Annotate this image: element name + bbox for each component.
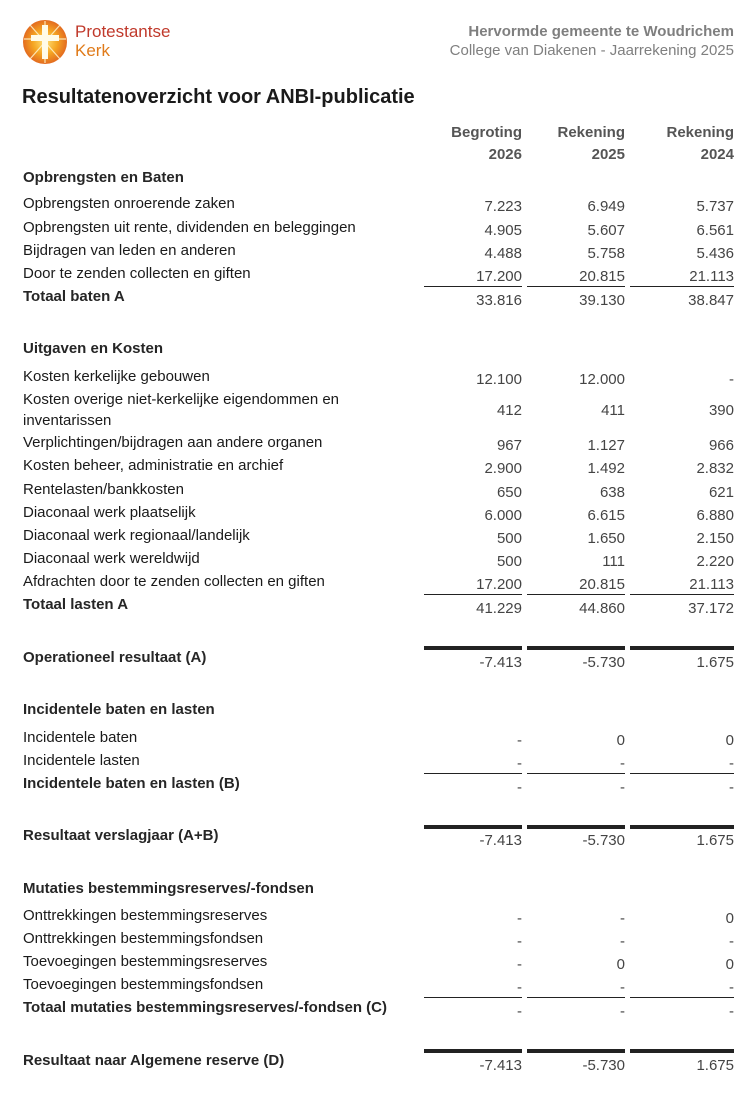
row-label: Resultaat naar Algemene reserve (D) [23,1052,285,1069]
row-label: Operationeel resultaat (A) [23,649,207,666]
subtotal-rule [424,286,522,287]
row-value-rekening-2025: 20.815 [579,576,625,593]
row-label: Toevoegingen bestemmingsreserves [23,953,268,970]
row-value-rekening-2025: -5.730 [582,1057,625,1074]
row-value-rekening-2024: 6.880 [696,507,734,524]
row-label: Toevoegingen bestemmingsfondsen [23,976,264,993]
row-label: Kosten kerkelijke gebouwen [23,368,210,385]
row-value-rekening-2025: 5.758 [587,245,625,262]
row-value-begroting-2026: 2.900 [484,460,522,477]
row-value-begroting-2026: - [517,933,522,950]
row-value-rekening-2024: 0 [725,732,734,749]
result-rule [630,825,734,829]
row-value-rekening-2025: 111 [602,553,625,570]
subtotal-rule [424,997,522,998]
row-label: Totaal baten A [23,288,125,305]
column-header-line1: Rekening [557,124,625,141]
row-label: Afdrachten door te zenden collecten en giften [23,573,325,590]
row-value-begroting-2026: 500 [496,530,522,547]
row-value-begroting-2026: 650 [496,484,522,501]
row-value-begroting-2026: 967 [496,437,522,454]
organization-name: Hervormde gemeente te Woudrichem [468,23,734,40]
row-value-rekening-2024: 2.220 [696,553,734,570]
row-value-rekening-2024: 37.172 [688,600,734,617]
row-value-rekening-2024: - [729,1003,734,1020]
row-value-rekening-2025: 44.860 [579,600,625,617]
row-value-rekening-2025: 6.949 [587,198,625,215]
column-header-line1: Begroting [451,124,522,141]
row-value-rekening-2024: 1.675 [696,832,734,849]
row-value-begroting-2026: - [517,732,522,749]
row-label: Mutaties bestemmingsreserves/-fondsen [23,880,314,897]
row-value-rekening-2024: 621 [708,484,734,501]
row-value-rekening-2024: 38.847 [688,292,734,309]
subtotal-rule [424,594,522,595]
row-value-rekening-2025: -5.730 [582,832,625,849]
row-value-begroting-2026: - [517,956,522,973]
row-value-rekening-2025: -5.730 [582,654,625,671]
row-value-rekening-2025: 638 [599,484,625,501]
row-label: Resultaat verslagjaar (A+B) [23,827,219,844]
row-value-rekening-2024: 21.113 [689,576,734,593]
row-label: Opbrengsten en Baten [23,169,184,186]
row-label: Opbrengsten uit rente, dividenden en beleggingen [23,219,356,236]
row-value-rekening-2024: 5.436 [696,245,734,262]
row-label: Uitgaven en Kosten [23,340,164,357]
row-value-rekening-2025: 0 [616,956,625,973]
row-value-begroting-2026: -7.413 [479,832,522,849]
row-value-rekening-2025: - [620,779,625,796]
result-rule [527,1049,625,1053]
row-value-begroting-2026: - [517,979,522,996]
result-rule [424,646,522,650]
row-label: Incidentele lasten [23,752,140,769]
row-value-rekening-2025: 6.615 [587,507,625,524]
row-value-rekening-2024: 2.832 [696,460,734,477]
row-label: Door te zenden collecten en giften [23,265,251,282]
row-value-begroting-2026: -7.413 [479,654,522,671]
row-value-begroting-2026: 41.229 [476,600,522,617]
subtotal-rule [630,594,734,595]
row-label: Bijdragen van leden en anderen [23,242,236,259]
row-value-rekening-2025: 1.492 [587,460,625,477]
row-value-rekening-2024: - [729,755,734,772]
column-header-line2: 2024 [700,146,734,163]
row-label: Incidentele baten en lasten [23,701,215,718]
row-label: Totaal lasten A [23,596,129,613]
result-rule [527,825,625,829]
subtotal-rule [630,997,734,998]
row-value-rekening-2024: 1.675 [696,1057,734,1074]
row-label: Opbrengsten onroerende zaken [23,195,235,212]
row-value-rekening-2024: 390 [708,402,734,419]
column-header-line1: Rekening [666,124,734,141]
row-value-begroting-2026: 6.000 [484,507,522,524]
row-value-rekening-2025: 0 [616,732,625,749]
row-value-rekening-2024: - [729,933,734,950]
result-rule [630,1049,734,1053]
row-value-begroting-2026: 4.905 [484,222,522,239]
row-value-rekening-2025: - [620,755,625,772]
result-rule [527,646,625,650]
result-rule [630,646,734,650]
row-label-continued: inventarissen [23,412,112,429]
row-label: Onttrekkingen bestemmingsfondsen [23,930,264,947]
row-value-rekening-2024: 1.675 [696,654,734,671]
result-rule [424,825,522,829]
row-label: Totaal mutaties bestemmingsreserves/-fondsen (C) [23,999,387,1016]
row-value-begroting-2026: - [517,1003,522,1020]
page-title: Resultatenoverzicht voor ANBI-publicatie [22,86,415,108]
brand-line2: Kerk [75,41,110,60]
row-label: Diaconaal werk wereldwijd [23,550,200,567]
row-label: Diaconaal werk regionaal/landelijk [23,527,250,544]
subtotal-rule [527,286,625,287]
row-value-begroting-2026: 412 [496,402,522,419]
row-value-begroting-2026: - [517,755,522,772]
row-value-rekening-2025: - [620,1003,625,1020]
subtotal-rule [630,286,734,287]
row-value-rekening-2025: - [620,979,625,996]
subtotal-rule [630,773,734,774]
row-value-rekening-2024: 966 [708,437,734,454]
row-value-begroting-2026: 4.488 [484,245,522,262]
row-value-begroting-2026: -7.413 [479,1057,522,1074]
row-value-begroting-2026: 17.200 [476,268,522,285]
row-value-rekening-2024: 0 [725,910,734,927]
subtotal-rule [527,997,625,998]
row-label: Kosten beheer, administratie en archief [23,457,284,474]
row-value-rekening-2025: 39.130 [579,292,625,309]
row-value-rekening-2025: 1.127 [587,437,625,454]
organization-subtitle: College van Diakenen - Jaarrekening 2025 [449,42,734,59]
row-value-begroting-2026: 33.816 [476,292,522,309]
row-value-rekening-2024: 2.150 [696,530,734,547]
row-label: Diaconaal werk plaatselijk [23,504,196,521]
subtotal-rule [527,594,625,595]
row-value-rekening-2025: - [620,933,625,950]
row-value-begroting-2026: 500 [496,553,522,570]
brand-line1: Protestantse [75,22,171,41]
row-label: Rentelasten/bankkosten [23,481,184,498]
row-value-rekening-2025: 12.000 [579,371,625,388]
row-value-rekening-2025: 1.650 [587,530,625,547]
row-value-rekening-2024: - [729,779,734,796]
row-value-begroting-2026: 12.100 [476,371,522,388]
subtotal-rule [424,773,522,774]
row-label: Kosten overige niet-kerkelijke eigendommen en [23,391,340,408]
row-value-begroting-2026: - [517,779,522,796]
row-value-rekening-2024: 0 [725,956,734,973]
row-value-rekening-2024: - [729,979,734,996]
row-value-rekening-2025: 20.815 [579,268,625,285]
row-value-rekening-2025: 5.607 [587,222,625,239]
subtotal-rule [527,773,625,774]
row-value-begroting-2026: 7.223 [484,198,522,215]
row-label: Onttrekkingen bestemmingsreserves [23,907,268,924]
column-header-line2: 2026 [488,146,522,163]
row-label: Verplichtingen/bijdragen aan andere organen [23,434,323,451]
row-label: Incidentele baten en lasten (B) [23,775,240,792]
row-label: Incidentele baten [23,729,138,746]
row-value-rekening-2024: 6.561 [696,222,734,239]
row-value-rekening-2025: 411 [601,402,625,419]
row-value-rekening-2024: 21.113 [689,268,734,285]
result-rule [424,1049,522,1053]
row-value-rekening-2025: - [620,910,625,927]
row-value-begroting-2026: - [517,910,522,927]
row-value-rekening-2024: - [729,371,734,388]
row-value-begroting-2026: 17.200 [476,576,522,593]
column-header-line2: 2025 [591,146,625,163]
row-value-rekening-2024: 5.737 [696,198,734,215]
